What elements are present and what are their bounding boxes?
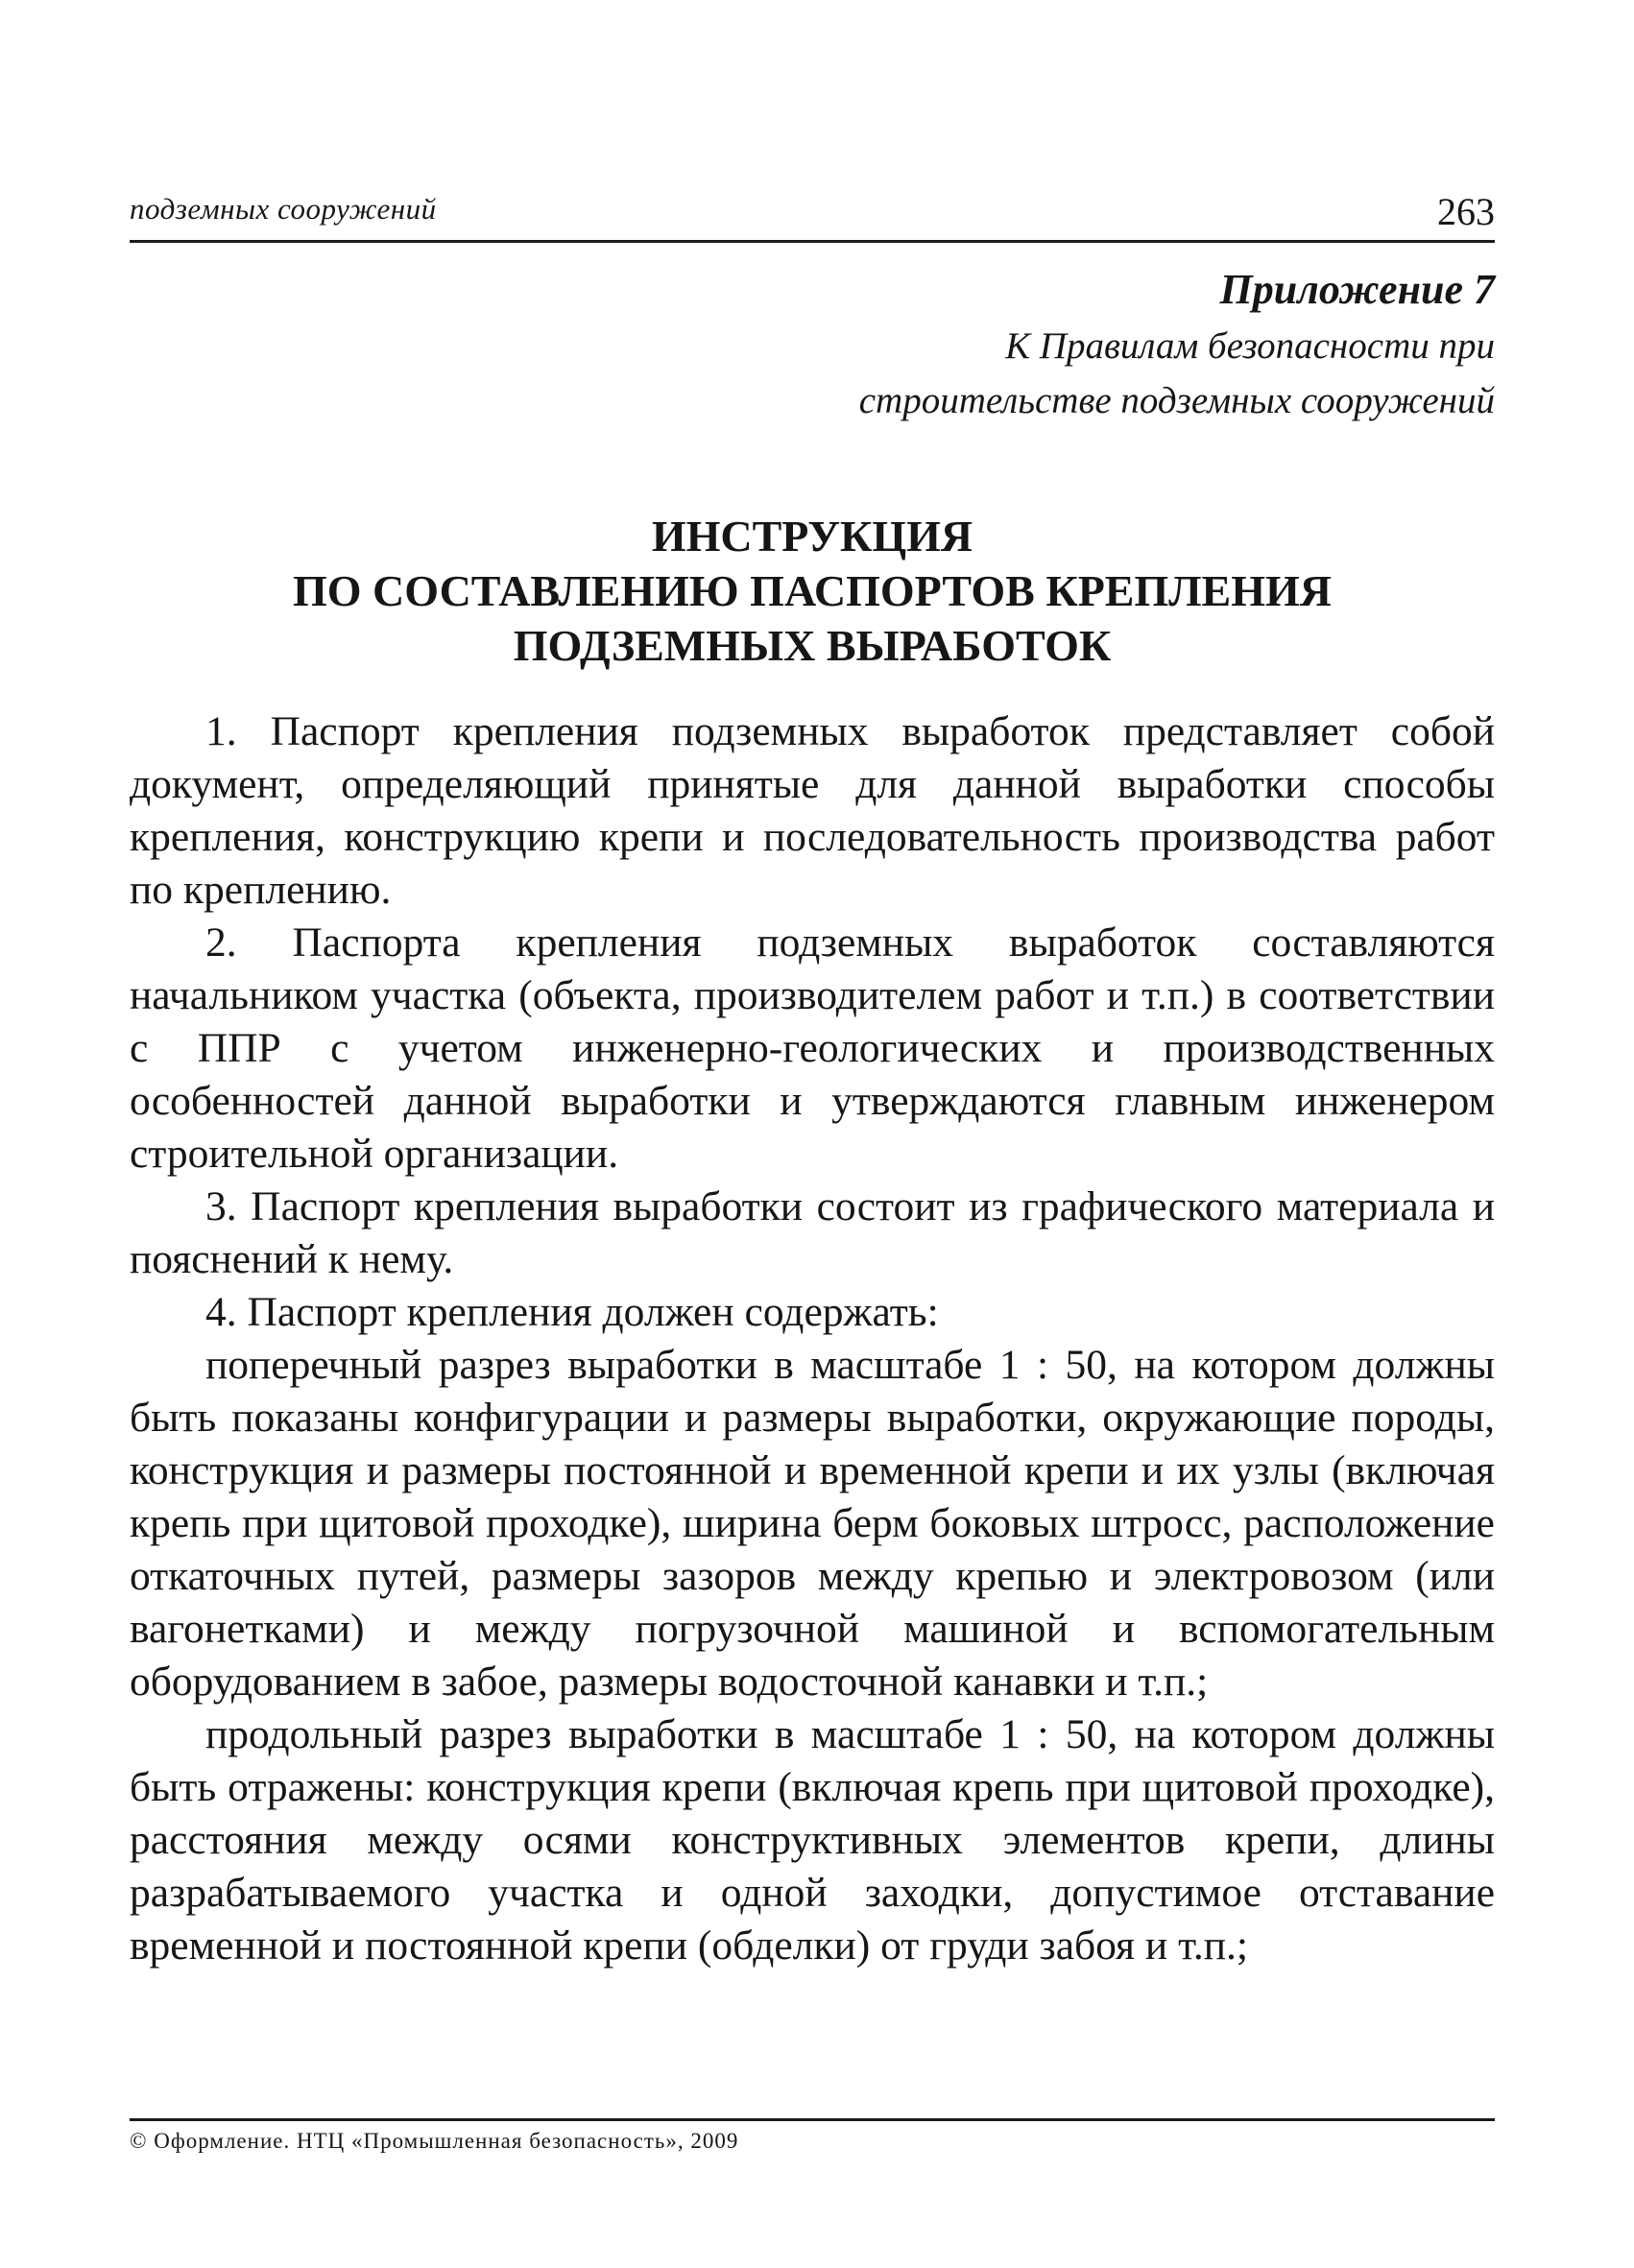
paragraph-cross-section: поперечный разрез выработки в масштабе 1 : 50, на котором должны быть показаны конфигурации и размеры выработки, окружающие породы, конструкция и размеры постоянной и временной крепи и их узлы (включая крепь при щитовой проходке), ширина берм боковых штросс, расположение откаточных путей, размеры зазоров между крепью и электровозом (или вагонетками) и между погрузочной машиной и вспомогательным оборудованием в забое, размеры водосточной канавки и т.п.;: [130, 1342, 1495, 1705]
appendix-block: [859, 261, 1495, 428]
appendix-line-1: К Правилам безопасности при: [1005, 325, 1495, 367]
body-text: [130, 705, 1495, 1972]
paragraph-4: 4. Паспорт крепления должен содержать:: [205, 1289, 939, 1335]
page-number: 263: [1437, 190, 1495, 233]
footer-copyright: © Оформление. НТЦ «Промышленная безопасность», 2009: [130, 2129, 739, 2153]
paragraph-3: 3. Паспорт крепления выработки состоит из графического материала и пояснений к нему.: [130, 1183, 1495, 1282]
title-line-3: ПОДЗЕМНЫХ ВЫРАБОТОК: [513, 621, 1112, 670]
title-line-2: ПО СОСТАВЛЕНИЮ ПАСПОРТОВ КРЕПЛЕНИЯ: [292, 566, 1333, 615]
document-title: [130, 509, 1495, 673]
appendix-line-2: строительстве подземных сооружений: [858, 380, 1495, 421]
appendix-label: Приложение 7: [1219, 266, 1495, 313]
paragraph-1: 1. Паспорт крепления подземных выработок представляет собой документ, определяющий принятые для данной выработки способы крепления, конструкцию крепи и последовательность производства работ по креплению.: [130, 708, 1495, 913]
running-title: подземных сооружений: [130, 192, 437, 226]
paragraph-longitudinal-section: продольный разрез выработки в масштабе 1 : 50, на котором должны быть отражены: конструкция крепи (включая крепь при щитовой проходке), расстояния между осями конструктивных элементов крепи, длины разрабатываемого участка и одной заходки, допустимое отставание временной и постоянной крепи (обделки) от груди забоя и т.п.;: [130, 1711, 1495, 1969]
title-line-1: ИНСТРУКЦИЯ: [651, 512, 973, 561]
paragraph-2: 2. Паспорта крепления подземных выработок составляются начальником участка (объекта, производителем работ и т.п.) в соответствии с ППР с учетом инженерно-геологических и производственных особенностей данной выработки и утверждаются главным инженером строительной организации.: [130, 919, 1495, 1177]
running-header: [130, 180, 1495, 243]
footer-divider: [130, 2118, 1495, 2121]
